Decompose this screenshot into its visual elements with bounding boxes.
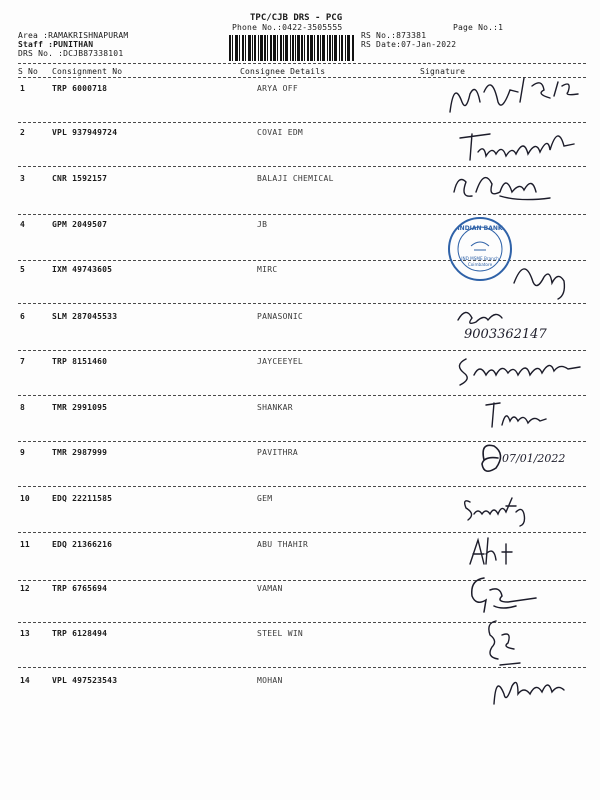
row-sno: 6: [20, 312, 25, 321]
row-consignment: TRP 6000718: [52, 84, 108, 93]
barcode: [229, 35, 355, 61]
row-sno: 9: [20, 448, 25, 457]
stamp-branch: IND MSME Branch: [461, 256, 499, 261]
row-consignment: TMR 2991095: [52, 403, 108, 412]
row-consignment: VPL 937949724: [52, 128, 118, 137]
signature-mark: [440, 482, 590, 530]
signature-mark: [440, 345, 590, 393]
row-consignee: BALAJI CHEMICAL: [257, 174, 334, 183]
doc-title: TPC/CJB DRS - PCG: [250, 13, 343, 23]
staff-label: Staff :PUNITHAN: [18, 40, 94, 49]
rs-number: RS No.:873381: [361, 31, 427, 40]
row-consignment: TRP 8151460: [52, 357, 108, 366]
signature-date: 07/01/2022: [502, 452, 566, 465]
row-consignee: VAMAN: [257, 584, 283, 593]
signature-mark: [440, 436, 590, 484]
row-consignment: CNR 1592157: [52, 174, 108, 183]
row-consignee: JB: [257, 220, 268, 229]
row-consignee: JAYCEEYEL: [257, 357, 304, 366]
drs-number: DRS No. :DCJB87338101: [18, 49, 124, 58]
row-consignee: PANASONIC: [257, 312, 304, 321]
row-consignee: ABU THAHIR: [257, 540, 309, 549]
area-label: Area :RAMAKRISHNAPURAM: [18, 31, 129, 40]
row-consignee: MOHAN: [257, 676, 283, 685]
row-consignment: GPM 2049507: [52, 220, 108, 229]
row-consignment: IXM 49743605: [52, 265, 113, 274]
col-signature: Signature: [420, 67, 466, 76]
row-consignee: GEM: [257, 494, 273, 503]
stamp-city: Coimbatore: [467, 262, 493, 267]
stamp-bank-name: INDIAN BANK: [457, 225, 503, 232]
page-number: Page No.:1: [453, 23, 504, 32]
row-consignment: VPL 497523543: [52, 676, 118, 685]
signature-mark: [440, 617, 590, 665]
row-sno: 2: [20, 128, 25, 137]
row-sno: 14: [20, 676, 30, 685]
row-consignee: MIRC: [257, 265, 278, 274]
signature-mark: [440, 572, 590, 620]
signature-mark: [440, 664, 590, 712]
row-sno: 12: [20, 584, 30, 593]
rs-date: RS Date:07-Jan-2022: [361, 40, 457, 49]
row-consignee: PAVITHRA: [257, 448, 298, 457]
signature-mark: [440, 528, 590, 576]
row-sno: 1: [20, 84, 25, 93]
row-rule: [18, 214, 586, 215]
signature-mark: [440, 300, 590, 348]
signature-mark: [440, 391, 590, 439]
signature-mark: [440, 162, 590, 210]
row-sno: 13: [20, 629, 30, 638]
row-sno: 11: [20, 540, 30, 549]
row-sno: 5: [20, 265, 25, 274]
phone-number: Phone No.:0422-3505555: [232, 23, 343, 32]
row-sno: 4: [20, 220, 25, 229]
row-consignment: TRP 6765694: [52, 584, 108, 593]
row-sno: 3: [20, 174, 25, 183]
row-consignee: ARYA OFF: [257, 84, 298, 93]
row-consignee: COVAI EDM: [257, 128, 304, 137]
signature-phone: 9003362147: [464, 327, 547, 342]
col-consignment: Consignment No: [52, 67, 123, 76]
col-sno: S No: [18, 67, 39, 76]
header-top-rule: [18, 63, 586, 64]
table-row: [0, 174, 600, 218]
signature-mark: [440, 116, 590, 164]
row-consignee: SHANKAR: [257, 403, 293, 412]
row-consignment: TMR 2987999: [52, 448, 108, 457]
table-row: [0, 676, 600, 720]
row-sno: 10: [20, 494, 30, 503]
bank-stamp: [447, 216, 513, 282]
row-sno: 8: [20, 403, 25, 412]
col-consignee: Consignee Details: [240, 67, 326, 76]
row-sno: 7: [20, 357, 25, 366]
row-consignment: EDQ 21366216: [52, 540, 113, 549]
row-consignment: EDQ 22211585: [52, 494, 113, 503]
row-consignment: TRP 6128494: [52, 629, 108, 638]
signature-mark: [440, 72, 590, 120]
row-consignee: STEEL WIN: [257, 629, 304, 638]
row-consignment: SLM 287045533: [52, 312, 118, 321]
